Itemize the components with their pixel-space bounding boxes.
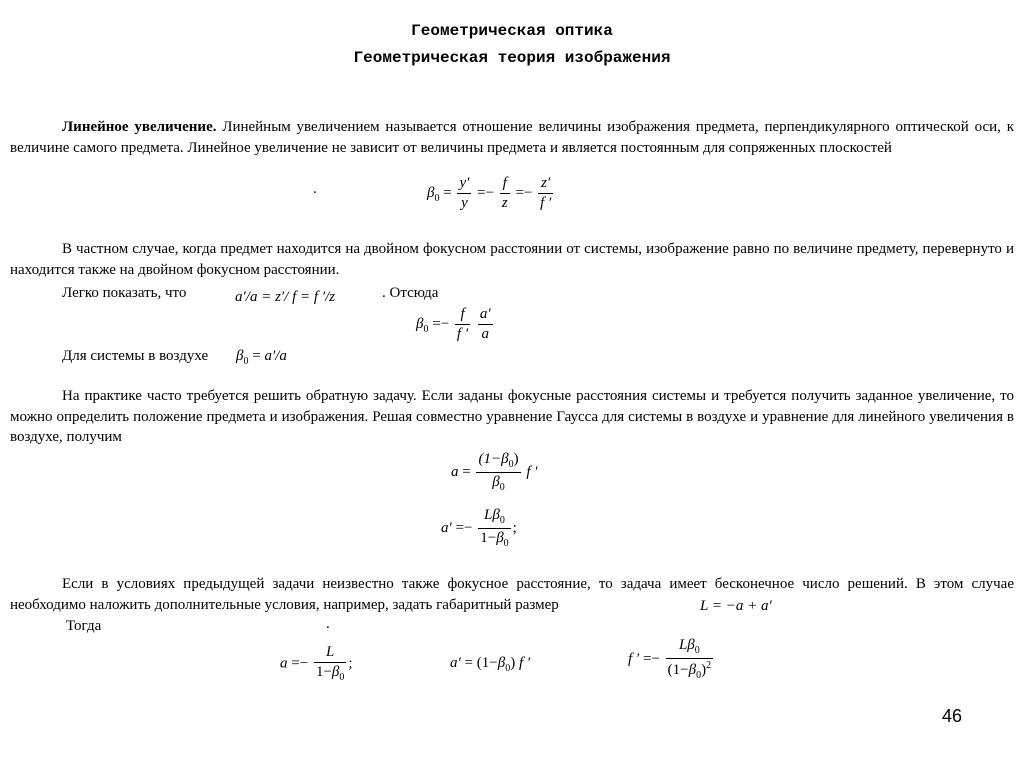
formula-a-from-L: a =− $\frac{L}{1-\beta_0}$ ;	[280, 644, 353, 683]
slide-title: Геометрическая оптика	[411, 22, 613, 40]
text-easy-to-show: Легко показать, что	[62, 285, 187, 301]
formula-beta-from-f: $\beta_0$ =− $\frac{f}{f '}$ $\frac{a'}{a}$	[416, 306, 491, 342]
formula-beta-in-air: $\beta_0 = a'/a$	[236, 348, 287, 367]
page-number: 46	[941, 706, 962, 726]
formula-a: a = $\frac{(1-\beta_0)}{\beta_0}$ f ′	[451, 451, 538, 493]
paragraph-text: Линейным увеличением называется отношение величины изображения предмета, перпендикулярного оптической оси, к величине самого предмета. Линейное увеличение не зависит от величины предмета и является постоянным для сопряженных плоскостей	[10, 119, 1014, 156]
formula-dimension-L: L = −a + a′	[700, 598, 772, 614]
formula-ratio-relation: a′/a = z′/ f = f ′/z	[235, 289, 336, 305]
formula-a-prime-from-f: $a' = (1-\beta_0)$ f ′	[450, 655, 531, 674]
paragraph-unknown-focal: Если в условиях предыдущей задачи неизвестно также фокусное расстояние, то задача имеет бесконечное число решений. В этом случае необходимо наложить дополнительные условия, например, задать габаритный размер	[10, 576, 1014, 613]
stray-dot-2: .	[326, 616, 330, 632]
stray-dot: .	[313, 181, 317, 197]
formula-f-prime-from-L: f ′ =− $\frac{L\beta_0}{(1-\beta_0)^2}$	[628, 637, 712, 681]
text-system-in-air: Для системы в воздухе	[62, 348, 209, 364]
formula-a-prime: a′ =− $\frac{L\beta_0}{1-\beta_0}$ ;	[441, 507, 517, 549]
paragraph-linear-magnification	[10, 117, 1014, 158]
paragraph-double-focal: В частном случае, когда предмет находится на двойном фокусном расстоянии от системы, изображение равно по величине предмету, перевернуто и находится также на двойном фокусном расстоянии.	[10, 241, 1014, 278]
paragraph-inverse-problem: На практике часто требуется решить обратную задачу. Если заданы фокусные расстояния системы и требуется получить заданное увеличение, то можно определить положение предмета и изображения. Решая совместно уравнение Гаусса для системы в воздухе и уравнение для линейного увеличения в воздухе, получим	[10, 388, 1014, 445]
term-linear-magnification: Линейное увеличение.	[62, 119, 217, 135]
slide-subtitle: Геометрическая теория изображения	[353, 49, 671, 67]
text-hence: . Отсюда	[382, 285, 439, 301]
formula-magnification: $\beta_0$ = $\frac{y'}{y}$ =− $\frac{f}{z}$ =− $\frac{z'}{f '}$	[427, 175, 552, 211]
text-then: Тогда	[66, 618, 102, 634]
